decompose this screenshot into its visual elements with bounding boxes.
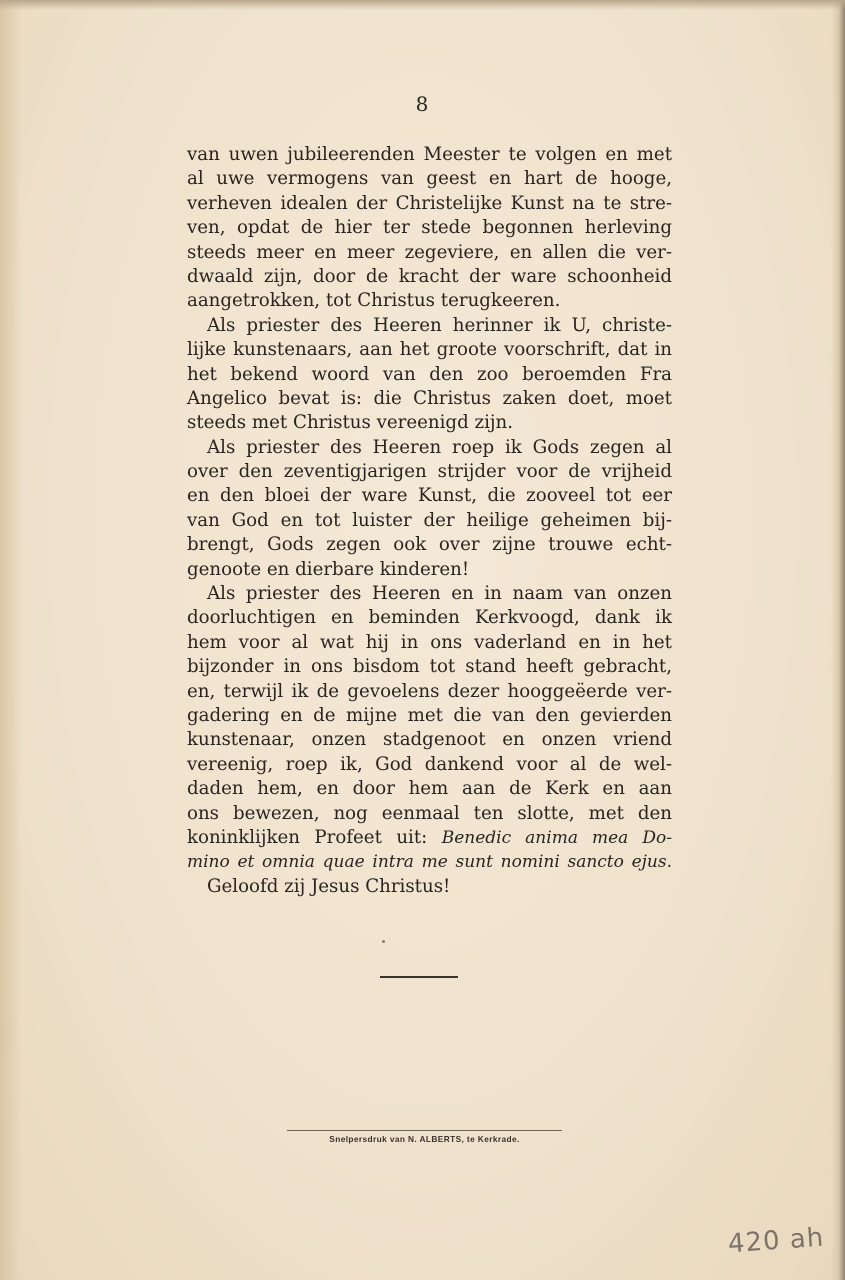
- text-line: gadering en de mijne met die van den gevierden: [187, 704, 672, 726]
- text-line: het bekend woord van den zoo beroemden Fra: [187, 363, 672, 385]
- paragraph-start: Als priester des Heeren en in naam van onzen: [207, 583, 672, 605]
- latin-quote: Benedic anima mea Do-: [441, 827, 672, 848]
- text-line: ven, opdat de hier ter stede begonnen herleving: [187, 217, 672, 239]
- text-line: vereenig, roep ik, God dankend voor al de wel-: [187, 753, 672, 775]
- paragraph-start: Als priester des Heeren roep ik Gods zegen al: [207, 436, 672, 458]
- paragraph-start: Als priester des Heeren herinner ik U, christe-: [207, 314, 672, 336]
- text-line: verheven idealen der Christelijke Kunst na te stre-: [187, 192, 672, 214]
- end-rule: [380, 976, 458, 978]
- body-text: [187, 143, 672, 899]
- text-line: van God en tot luister der heilige geheimen bij-: [187, 509, 672, 531]
- printer-imprint: Snelpersdruk van N. ALBERTS, te Kerkrade.: [329, 1134, 520, 1144]
- text-line: brengt, Gods zegen ook over zijne trouwe echt-: [187, 534, 672, 556]
- text-line: al uwe vermogens van geest en hart de hooge,: [187, 168, 672, 190]
- text-line: en, terwijl ik de gevoelens dezer hooggeëerde ver-: [187, 680, 672, 702]
- text-line: hem voor al wat hij in ons vaderland en in het: [187, 631, 672, 653]
- text-line: over den zeventigjarigen strijder voor de vrijheid: [187, 461, 672, 483]
- text-line: steeds met Christus vereenigd zijn.: [187, 412, 514, 434]
- text-line: dwaald zijn, door de kracht der ware schoonheid: [187, 265, 672, 287]
- text-line: doorluchtigen en beminden Kerkvoogd, dank ik: [187, 607, 672, 629]
- text-line: lijke kunstenaars, aan het groote voorschrift, dat in: [187, 339, 672, 361]
- text-line: en den bloei der ware Kunst, die zooveel tot eer: [187, 485, 672, 507]
- right-page-edge: [831, 0, 845, 1280]
- text-segment: koninklijken Profeet uit:: [187, 826, 428, 848]
- text-line: [187, 826, 672, 850]
- text-line: daden hem, en door hem aan de Kerk en aan: [187, 778, 672, 800]
- closing-line: Geloofd zij Jesus Christus!: [207, 875, 451, 897]
- text-line: steeds meer en meer zegeviere, en allen die ver-: [187, 241, 672, 263]
- handwritten-shelfmark: 420 ah: [727, 1222, 826, 1260]
- text-line: ons bewezen, nog eenmaal ten slotte, met den: [187, 802, 672, 824]
- top-page-edge: [0, 0, 845, 10]
- latin-quote-line: [187, 850, 672, 874]
- speck: [382, 940, 385, 943]
- text-line: kunstenaar, onzen stadgenoot en onzen vriend: [187, 729, 672, 751]
- text-line: Angelico bevat is: die Christus zaken doet, moet: [187, 387, 672, 409]
- text-line: van uwen jubileerenden Meester te volgen en met: [187, 144, 672, 165]
- text-line: aangetrokken, tot Christus terugkeeren.: [187, 290, 561, 312]
- text-line: genoote en dierbare kinderen!: [187, 558, 470, 580]
- latin-quote: mino et omnia quae intra me sunt nomini sancto ejus.: [187, 852, 672, 873]
- left-page-edge: [0, 0, 22, 1280]
- text-line: bijzonder in ons bisdom tot stand heeft gebracht,: [187, 656, 672, 678]
- page-number: 8: [415, 92, 430, 116]
- imprint-rule: [287, 1130, 562, 1131]
